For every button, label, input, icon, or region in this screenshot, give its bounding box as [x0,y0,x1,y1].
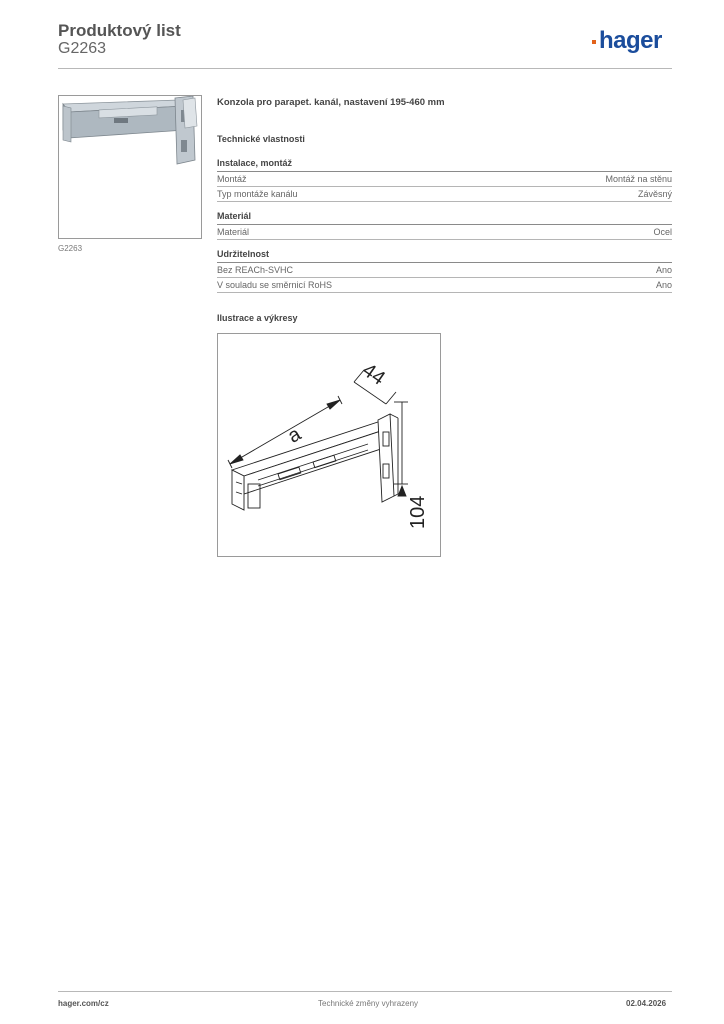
header-divider [58,68,672,69]
row-value: Ano [655,265,672,275]
group-sustainability [217,249,672,293]
row-value: Ano [655,280,672,290]
dim-44-label: 44 [358,359,390,390]
logo-text: hager [599,27,662,54]
table-row [217,263,672,278]
row-label: V souladu se směrnicí RoHS [217,280,333,290]
bracket-photo-icon [59,96,201,238]
row-label: Montáž [217,174,247,184]
dim-a-label: a [284,423,305,448]
group-installation [217,158,672,202]
product-description: Konzola pro parapet. kanál, nastavení 195-460 mm [217,97,445,108]
table-row [217,172,672,187]
row-label: Materiál [217,227,250,237]
footer-notice: Technické změny vyhrazeny [318,999,419,1008]
product-code: G2263 [58,40,107,57]
technical-section-title: Technické vlastnosti [217,134,305,144]
row-value: Závěsný [637,189,672,199]
footer-website-link[interactable]: hager.com/cz [58,999,109,1008]
bracket-drawing-icon [218,334,440,556]
group-title: Instalace, montáž [217,158,672,172]
footer-divider [58,991,672,992]
row-value: Ocel [653,227,672,237]
group-material [217,211,672,240]
page-title: Produktový list [58,21,181,40]
table-row [217,278,672,293]
row-label: Bez REACh-SVHC [217,265,294,275]
hager-logo [592,27,662,55]
row-label: Typ montáže kanálu [217,189,298,199]
technical-drawing [217,333,441,557]
product-details [217,95,672,323]
row-value: Montáž na stěnu [605,174,672,184]
logo-dot-icon [592,40,596,44]
group-title: Udržitelnost [217,249,672,263]
footer-date: 02.04.2026 [626,999,667,1008]
illustrations-title: Ilustrace a výkresy [217,313,298,323]
product-photo [58,95,202,239]
table-row [217,225,672,240]
table-row [217,187,672,202]
dim-104-label: 104 [407,495,429,529]
photo-caption: G2263 [58,244,83,253]
group-title: Materiál [217,211,672,225]
